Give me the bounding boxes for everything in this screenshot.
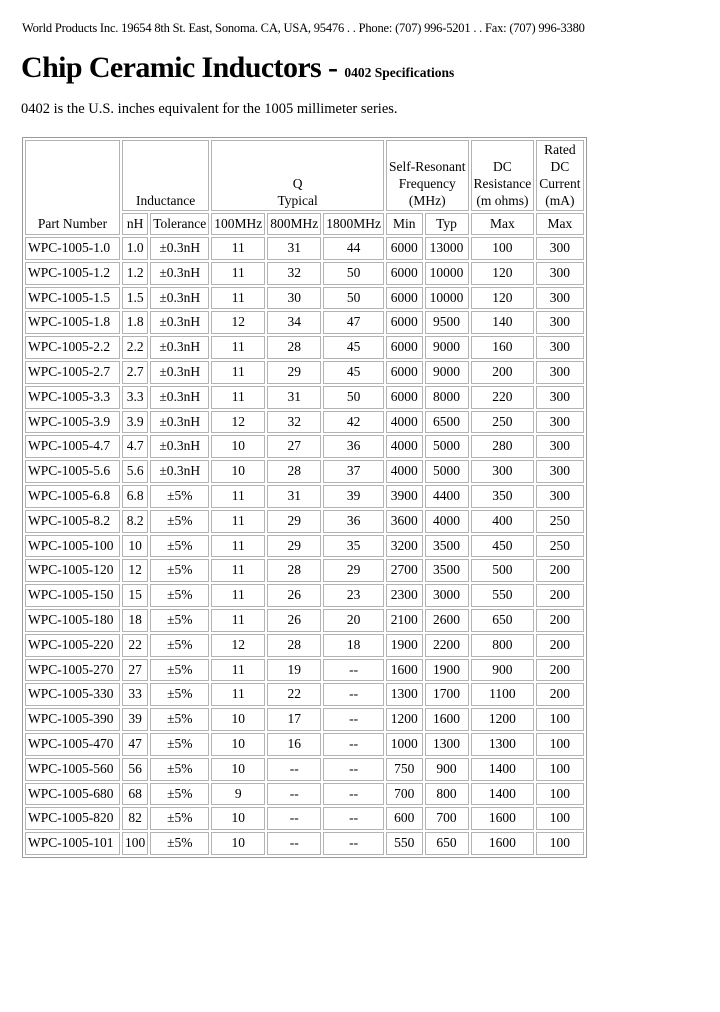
- q-800mhz-cell: 28: [267, 559, 321, 582]
- dcr-max-cell: 220: [471, 386, 535, 409]
- spec-table-body: [25, 237, 584, 855]
- srf-min-cell: 4000: [386, 411, 423, 434]
- dcr-max-cell: 800: [471, 634, 535, 657]
- q-1800mhz-cell: 37: [323, 460, 384, 483]
- dcr-max-cell: 120: [471, 262, 535, 285]
- q-1800mhz-cell: --: [323, 683, 384, 706]
- srf-min-cell: 2700: [386, 559, 423, 582]
- table-row: [25, 485, 584, 508]
- tolerance-cell: ±5%: [150, 510, 209, 533]
- tolerance-cell: ±5%: [150, 758, 209, 781]
- current-max-cell: 300: [536, 485, 583, 508]
- srf-min-cell: 1000: [386, 733, 423, 756]
- srf-min-cell: 3200: [386, 535, 423, 558]
- col-q-1800mhz: 1800MHz: [323, 213, 384, 235]
- nh-cell: 33: [122, 683, 148, 706]
- dcr-max-cell: 350: [471, 485, 535, 508]
- group-q-typical: Q Typical: [211, 140, 384, 211]
- q-1800mhz-cell: --: [323, 733, 384, 756]
- q-100mhz-cell: 12: [211, 411, 265, 434]
- table-row: [25, 287, 584, 310]
- srf-min-cell: 2100: [386, 609, 423, 632]
- tolerance-cell: ±0.3nH: [150, 386, 209, 409]
- table-row: [25, 609, 584, 632]
- group-inductance: Inductance: [122, 140, 209, 211]
- q-100mhz-cell: 11: [211, 609, 265, 632]
- col-part-number: Part Number: [25, 140, 120, 235]
- current-max-cell: 200: [536, 659, 583, 682]
- table-row: [25, 708, 584, 731]
- tolerance-cell: ±5%: [150, 634, 209, 657]
- q-1800mhz-cell: --: [323, 832, 384, 855]
- q-100mhz-cell: 9: [211, 783, 265, 806]
- dcr-max-cell: 550: [471, 584, 535, 607]
- srf-min-cell: 6000: [386, 237, 423, 260]
- part-number-cell: WPC-1005-2.7: [25, 361, 120, 384]
- srf-typ-cell: 1700: [425, 683, 469, 706]
- tolerance-cell: ±5%: [150, 535, 209, 558]
- nh-cell: 10: [122, 535, 148, 558]
- srf-min-cell: 4000: [386, 460, 423, 483]
- tolerance-cell: ±0.3nH: [150, 361, 209, 384]
- q-100mhz-cell: 11: [211, 361, 265, 384]
- q-800mhz-cell: 29: [267, 361, 321, 384]
- tolerance-cell: ±0.3nH: [150, 287, 209, 310]
- srf-min-cell: 1200: [386, 708, 423, 731]
- q-800mhz-cell: 30: [267, 287, 321, 310]
- nh-cell: 8.2: [122, 510, 148, 533]
- table-row: [25, 262, 584, 285]
- current-max-cell: 300: [536, 361, 583, 384]
- q-100mhz-cell: 11: [211, 535, 265, 558]
- dcr-max-cell: 450: [471, 535, 535, 558]
- table-row: [25, 733, 584, 756]
- current-max-cell: 200: [536, 634, 583, 657]
- q-1800mhz-cell: 35: [323, 535, 384, 558]
- q-1800mhz-cell: 39: [323, 485, 384, 508]
- group-rated-dc-current: Rated DC Current (mA): [536, 140, 583, 211]
- srf-typ-cell: 5000: [425, 460, 469, 483]
- current-max-cell: 300: [536, 411, 583, 434]
- srf-typ-cell: 3500: [425, 559, 469, 582]
- tolerance-cell: ±5%: [150, 584, 209, 607]
- tolerance-cell: ±5%: [150, 559, 209, 582]
- srf-typ-cell: 1300: [425, 733, 469, 756]
- nh-cell: 1.0: [122, 237, 148, 260]
- tolerance-cell: ±0.3nH: [150, 435, 209, 458]
- current-max-cell: 300: [536, 287, 583, 310]
- srf-min-cell: 1900: [386, 634, 423, 657]
- q-800mhz-cell: 32: [267, 411, 321, 434]
- q-800mhz-cell: 26: [267, 584, 321, 607]
- q-1800mhz-cell: 47: [323, 311, 384, 334]
- q-100mhz-cell: 10: [211, 435, 265, 458]
- q-800mhz-cell: 29: [267, 535, 321, 558]
- part-number-cell: WPC-1005-180: [25, 609, 120, 632]
- table-row: [25, 634, 584, 657]
- srf-typ-cell: 9000: [425, 336, 469, 359]
- q-800mhz-cell: --: [267, 807, 321, 830]
- part-number-cell: WPC-1005-150: [25, 584, 120, 607]
- q-1800mhz-cell: 50: [323, 287, 384, 310]
- table-row: [25, 659, 584, 682]
- q-800mhz-cell: 32: [267, 262, 321, 285]
- q-800mhz-cell: 19: [267, 659, 321, 682]
- current-max-cell: 300: [536, 237, 583, 260]
- current-max-cell: 200: [536, 559, 583, 582]
- srf-min-cell: 6000: [386, 386, 423, 409]
- dcr-max-cell: 300: [471, 460, 535, 483]
- q-1800mhz-cell: 42: [323, 411, 384, 434]
- nh-cell: 12: [122, 559, 148, 582]
- srf-typ-cell: 1600: [425, 708, 469, 731]
- q-1800mhz-cell: 20: [323, 609, 384, 632]
- dcr-max-cell: 1300: [471, 733, 535, 756]
- q-100mhz-cell: 10: [211, 758, 265, 781]
- current-max-cell: 300: [536, 460, 583, 483]
- q-1800mhz-cell: 50: [323, 386, 384, 409]
- q-100mhz-cell: 11: [211, 485, 265, 508]
- table-row: [25, 386, 584, 409]
- current-max-cell: 100: [536, 783, 583, 806]
- q-100mhz-cell: 11: [211, 336, 265, 359]
- table-row: [25, 411, 584, 434]
- current-max-cell: 300: [536, 262, 583, 285]
- q-800mhz-cell: 28: [267, 634, 321, 657]
- q-100mhz-cell: 11: [211, 659, 265, 682]
- q-800mhz-cell: 22: [267, 683, 321, 706]
- q-100mhz-cell: 11: [211, 510, 265, 533]
- q-1800mhz-cell: --: [323, 758, 384, 781]
- part-number-cell: WPC-1005-1.0: [25, 237, 120, 260]
- tolerance-cell: ±0.3nH: [150, 460, 209, 483]
- contact-line: World Products Inc. 19654 8th St. East, Sonoma. CA, USA, 95476 . . Phone: (707) 996-5201 . . Fax: (707) 996-3380: [22, 21, 585, 35]
- nh-cell: 56: [122, 758, 148, 781]
- q-800mhz-cell: 31: [267, 386, 321, 409]
- col-nh: nH: [122, 213, 148, 235]
- srf-typ-cell: 900: [425, 758, 469, 781]
- group-header-row: [25, 140, 584, 211]
- tolerance-cell: ±0.3nH: [150, 336, 209, 359]
- table-row: [25, 237, 584, 260]
- dcr-max-cell: 140: [471, 311, 535, 334]
- q-1800mhz-cell: --: [323, 659, 384, 682]
- q-1800mhz-cell: 45: [323, 361, 384, 384]
- part-number-cell: WPC-1005-2.2: [25, 336, 120, 359]
- q-100mhz-cell: 11: [211, 386, 265, 409]
- table-row: [25, 435, 584, 458]
- table-row: [25, 807, 584, 830]
- col-tolerance: Tolerance: [150, 213, 209, 235]
- col-q-100mhz: 100MHz: [211, 213, 265, 235]
- current-max-cell: 200: [536, 584, 583, 607]
- table-row: [25, 584, 584, 607]
- q-800mhz-cell: 28: [267, 460, 321, 483]
- part-number-cell: WPC-1005-1.2: [25, 262, 120, 285]
- q-100mhz-cell: 10: [211, 460, 265, 483]
- table-row: [25, 535, 584, 558]
- part-number-cell: WPC-1005-220: [25, 634, 120, 657]
- srf-min-cell: 2300: [386, 584, 423, 607]
- q-1800mhz-cell: 50: [323, 262, 384, 285]
- q-1800mhz-cell: --: [323, 807, 384, 830]
- page-title-main: Chip Ceramic Inductors -: [21, 51, 345, 84]
- part-number-cell: WPC-1005-1.5: [25, 287, 120, 310]
- dcr-max-cell: 1200: [471, 708, 535, 731]
- srf-min-cell: 6000: [386, 262, 423, 285]
- part-number-cell: WPC-1005-330: [25, 683, 120, 706]
- nh-cell: 3.3: [122, 386, 148, 409]
- current-max-cell: 100: [536, 807, 583, 830]
- nh-cell: 27: [122, 659, 148, 682]
- srf-typ-cell: 3500: [425, 535, 469, 558]
- nh-cell: 39: [122, 708, 148, 731]
- srf-min-cell: 1600: [386, 659, 423, 682]
- part-number-cell: WPC-1005-820: [25, 807, 120, 830]
- part-number-cell: WPC-1005-1.8: [25, 311, 120, 334]
- q-100mhz-cell: 10: [211, 807, 265, 830]
- nh-cell: 2.7: [122, 361, 148, 384]
- dcr-max-cell: 650: [471, 609, 535, 632]
- current-max-cell: 250: [536, 510, 583, 533]
- q-100mhz-cell: 11: [211, 683, 265, 706]
- nh-cell: 6.8: [122, 485, 148, 508]
- q-100mhz-cell: 11: [211, 559, 265, 582]
- tolerance-cell: ±5%: [150, 485, 209, 508]
- part-number-cell: WPC-1005-8.2: [25, 510, 120, 533]
- tolerance-cell: ±0.3nH: [150, 237, 209, 260]
- q-800mhz-cell: 34: [267, 311, 321, 334]
- nh-cell: 47: [122, 733, 148, 756]
- srf-min-cell: 6000: [386, 287, 423, 310]
- q-800mhz-cell: 28: [267, 336, 321, 359]
- q-800mhz-cell: 27: [267, 435, 321, 458]
- part-number-cell: WPC-1005-470: [25, 733, 120, 756]
- tolerance-cell: ±0.3nH: [150, 262, 209, 285]
- part-number-cell: WPC-1005-560: [25, 758, 120, 781]
- part-number-cell: WPC-1005-680: [25, 783, 120, 806]
- col-q-800mhz: 800MHz: [267, 213, 321, 235]
- srf-typ-cell: 10000: [425, 262, 469, 285]
- current-max-cell: 300: [536, 386, 583, 409]
- srf-typ-cell: 3000: [425, 584, 469, 607]
- srf-min-cell: 700: [386, 783, 423, 806]
- srf-typ-cell: 9500: [425, 311, 469, 334]
- tolerance-cell: ±5%: [150, 807, 209, 830]
- tolerance-cell: ±5%: [150, 783, 209, 806]
- col-dcr-max: Max: [471, 213, 535, 235]
- srf-typ-cell: 13000: [425, 237, 469, 260]
- srf-min-cell: 4000: [386, 435, 423, 458]
- table-row: [25, 311, 584, 334]
- srf-min-cell: 1300: [386, 683, 423, 706]
- dcr-max-cell: 1100: [471, 683, 535, 706]
- part-number-cell: WPC-1005-5.6: [25, 460, 120, 483]
- nh-cell: 2.2: [122, 336, 148, 359]
- q-800mhz-cell: 26: [267, 609, 321, 632]
- current-max-cell: 100: [536, 758, 583, 781]
- srf-typ-cell: 2600: [425, 609, 469, 632]
- tolerance-cell: ±5%: [150, 708, 209, 731]
- table-row: [25, 832, 584, 855]
- dcr-max-cell: 200: [471, 361, 535, 384]
- table-row: [25, 460, 584, 483]
- q-100mhz-cell: 10: [211, 733, 265, 756]
- tolerance-cell: ±0.3nH: [150, 311, 209, 334]
- q-100mhz-cell: 11: [211, 584, 265, 607]
- srf-min-cell: 6000: [386, 336, 423, 359]
- q-100mhz-cell: 11: [211, 287, 265, 310]
- part-number-cell: WPC-1005-390: [25, 708, 120, 731]
- current-max-cell: 300: [536, 336, 583, 359]
- table-row: [25, 758, 584, 781]
- current-max-cell: 300: [536, 435, 583, 458]
- current-max-cell: 300: [536, 311, 583, 334]
- current-max-cell: 200: [536, 609, 583, 632]
- srf-typ-cell: 650: [425, 832, 469, 855]
- dcr-max-cell: 120: [471, 287, 535, 310]
- dcr-max-cell: 1400: [471, 758, 535, 781]
- part-number-cell: WPC-1005-101: [25, 832, 120, 855]
- srf-min-cell: 600: [386, 807, 423, 830]
- srf-typ-cell: 1900: [425, 659, 469, 682]
- srf-typ-cell: 4400: [425, 485, 469, 508]
- srf-min-cell: 6000: [386, 361, 423, 384]
- q-1800mhz-cell: 29: [323, 559, 384, 582]
- q-1800mhz-cell: 36: [323, 435, 384, 458]
- dcr-max-cell: 900: [471, 659, 535, 682]
- q-1800mhz-cell: 44: [323, 237, 384, 260]
- dcr-max-cell: 250: [471, 411, 535, 434]
- q-800mhz-cell: --: [267, 783, 321, 806]
- col-current-max: Max: [536, 213, 583, 235]
- part-number-cell: WPC-1005-100: [25, 535, 120, 558]
- srf-typ-cell: 5000: [425, 435, 469, 458]
- q-800mhz-cell: 16: [267, 733, 321, 756]
- q-800mhz-cell: 31: [267, 485, 321, 508]
- srf-min-cell: 6000: [386, 311, 423, 334]
- srf-min-cell: 750: [386, 758, 423, 781]
- spec-table: [22, 137, 587, 858]
- dcr-max-cell: 1600: [471, 807, 535, 830]
- tolerance-cell: ±5%: [150, 683, 209, 706]
- srf-typ-cell: 10000: [425, 287, 469, 310]
- srf-min-cell: 3900: [386, 485, 423, 508]
- part-number-cell: WPC-1005-270: [25, 659, 120, 682]
- tolerance-cell: ±5%: [150, 832, 209, 855]
- q-800mhz-cell: 29: [267, 510, 321, 533]
- srf-typ-cell: 4000: [425, 510, 469, 533]
- q-100mhz-cell: 10: [211, 708, 265, 731]
- nh-cell: 1.5: [122, 287, 148, 310]
- part-number-cell: WPC-1005-6.8: [25, 485, 120, 508]
- dcr-max-cell: 280: [471, 435, 535, 458]
- part-number-cell: WPC-1005-3.9: [25, 411, 120, 434]
- nh-cell: 3.9: [122, 411, 148, 434]
- q-100mhz-cell: 11: [211, 237, 265, 260]
- q-1800mhz-cell: --: [323, 783, 384, 806]
- srf-typ-cell: 800: [425, 783, 469, 806]
- table-row: [25, 783, 584, 806]
- current-max-cell: 100: [536, 733, 583, 756]
- col-srf-typ: Typ: [425, 213, 469, 235]
- group-self-resonant-frequency: Self-Resonant Frequency (MHz): [386, 140, 469, 211]
- part-number-cell: WPC-1005-4.7: [25, 435, 120, 458]
- srf-min-cell: 550: [386, 832, 423, 855]
- dcr-max-cell: 500: [471, 559, 535, 582]
- nh-cell: 1.2: [122, 262, 148, 285]
- current-max-cell: 100: [536, 832, 583, 855]
- q-100mhz-cell: 10: [211, 832, 265, 855]
- q-1800mhz-cell: 45: [323, 336, 384, 359]
- q-100mhz-cell: 12: [211, 634, 265, 657]
- q-100mhz-cell: 12: [211, 311, 265, 334]
- q-1800mhz-cell: 23: [323, 584, 384, 607]
- nh-cell: 22: [122, 634, 148, 657]
- dcr-max-cell: 400: [471, 510, 535, 533]
- srf-min-cell: 3600: [386, 510, 423, 533]
- col-srf-min: Min: [386, 213, 423, 235]
- dcr-max-cell: 100: [471, 237, 535, 260]
- table-row: [25, 683, 584, 706]
- current-max-cell: 250: [536, 535, 583, 558]
- q-1800mhz-cell: --: [323, 708, 384, 731]
- srf-typ-cell: 6500: [425, 411, 469, 434]
- page-title: [21, 50, 454, 91]
- current-max-cell: 200: [536, 683, 583, 706]
- intro-text: 0402 is the U.S. inches equivalent for the 1005 millimeter series.: [21, 101, 398, 117]
- q-1800mhz-cell: 36: [323, 510, 384, 533]
- table-row: [25, 559, 584, 582]
- srf-typ-cell: 8000: [425, 386, 469, 409]
- dcr-max-cell: 160: [471, 336, 535, 359]
- q-800mhz-cell: 17: [267, 708, 321, 731]
- dcr-max-cell: 1400: [471, 783, 535, 806]
- srf-typ-cell: 9000: [425, 361, 469, 384]
- nh-cell: 5.6: [122, 460, 148, 483]
- page-title-sub: 0402 Specifications: [344, 65, 455, 80]
- table-row: [25, 510, 584, 533]
- q-100mhz-cell: 11: [211, 262, 265, 285]
- nh-cell: 4.7: [122, 435, 148, 458]
- tolerance-cell: ±5%: [150, 733, 209, 756]
- part-number-cell: WPC-1005-120: [25, 559, 120, 582]
- q-800mhz-cell: 31: [267, 237, 321, 260]
- srf-typ-cell: 2200: [425, 634, 469, 657]
- current-max-cell: 100: [536, 708, 583, 731]
- table-row: [25, 361, 584, 384]
- srf-typ-cell: 700: [425, 807, 469, 830]
- q-800mhz-cell: --: [267, 832, 321, 855]
- tolerance-cell: ±5%: [150, 609, 209, 632]
- q-1800mhz-cell: 18: [323, 634, 384, 657]
- nh-cell: 18: [122, 609, 148, 632]
- nh-cell: 1.8: [122, 311, 148, 334]
- dcr-max-cell: 1600: [471, 832, 535, 855]
- nh-cell: 82: [122, 807, 148, 830]
- nh-cell: 100: [122, 832, 148, 855]
- part-number-cell: WPC-1005-3.3: [25, 386, 120, 409]
- nh-cell: 15: [122, 584, 148, 607]
- table-row: [25, 336, 584, 359]
- tolerance-cell: ±5%: [150, 659, 209, 682]
- q-800mhz-cell: --: [267, 758, 321, 781]
- group-dc-resistance: DC Resistance (m ohms): [471, 140, 535, 211]
- tolerance-cell: ±0.3nH: [150, 411, 209, 434]
- nh-cell: 68: [122, 783, 148, 806]
